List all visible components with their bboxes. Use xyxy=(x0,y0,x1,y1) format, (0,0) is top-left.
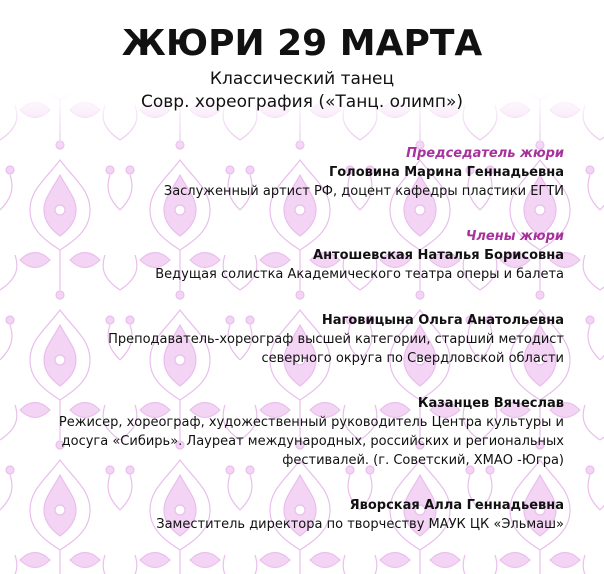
member-2-block xyxy=(24,311,564,368)
chair-name: Головина Марина Геннадьевна xyxy=(328,165,564,180)
member-description-line: досуга «Сибирь». Лауреат международных, российских и региональных xyxy=(61,434,564,449)
member-1-block xyxy=(24,227,564,284)
member-description-line: Преподаватель-хореограф высшей категории, старший методист xyxy=(108,332,564,347)
member-4-block xyxy=(24,496,564,534)
member-name: Казанцев Вячеслав xyxy=(417,396,564,411)
chair-description: Заслуженный артист РФ, доцент кафедры пластики ЕГТИ xyxy=(163,184,564,199)
discipline-subtitle-2: Совр. хореография («Танц. олимп») xyxy=(141,92,463,112)
member-name: Наговицына Ольга Анатольевна xyxy=(321,313,564,328)
member-description-line: северного округа по Свердловской области xyxy=(261,351,564,366)
chair-block xyxy=(24,144,564,201)
member-name: Антошевская Наталья Борисовна xyxy=(313,248,564,263)
member-description: Ведущая солистка Академического театра оперы и балета xyxy=(155,267,564,282)
member-description-line: Режисер, хореограф, художественный руководитель Центра культуры и xyxy=(58,415,564,430)
page-title: ЖЮРИ 29 МАРТА xyxy=(121,23,483,64)
member-description-line: фестивалей. (г. Советский, ХМАО -Югра) xyxy=(282,453,564,468)
discipline-subtitle-1: Классический танец xyxy=(209,69,395,89)
member-description: Заместитель директора по творчеству МАУК ЦК «Эльмаш» xyxy=(156,517,564,532)
members-role-label: Члены жюри xyxy=(465,229,564,244)
chair-role-label: Председатель жюри xyxy=(406,146,564,161)
member-3-block xyxy=(24,394,564,470)
member-name: Яворская Алла Геннадьевна xyxy=(349,498,564,513)
